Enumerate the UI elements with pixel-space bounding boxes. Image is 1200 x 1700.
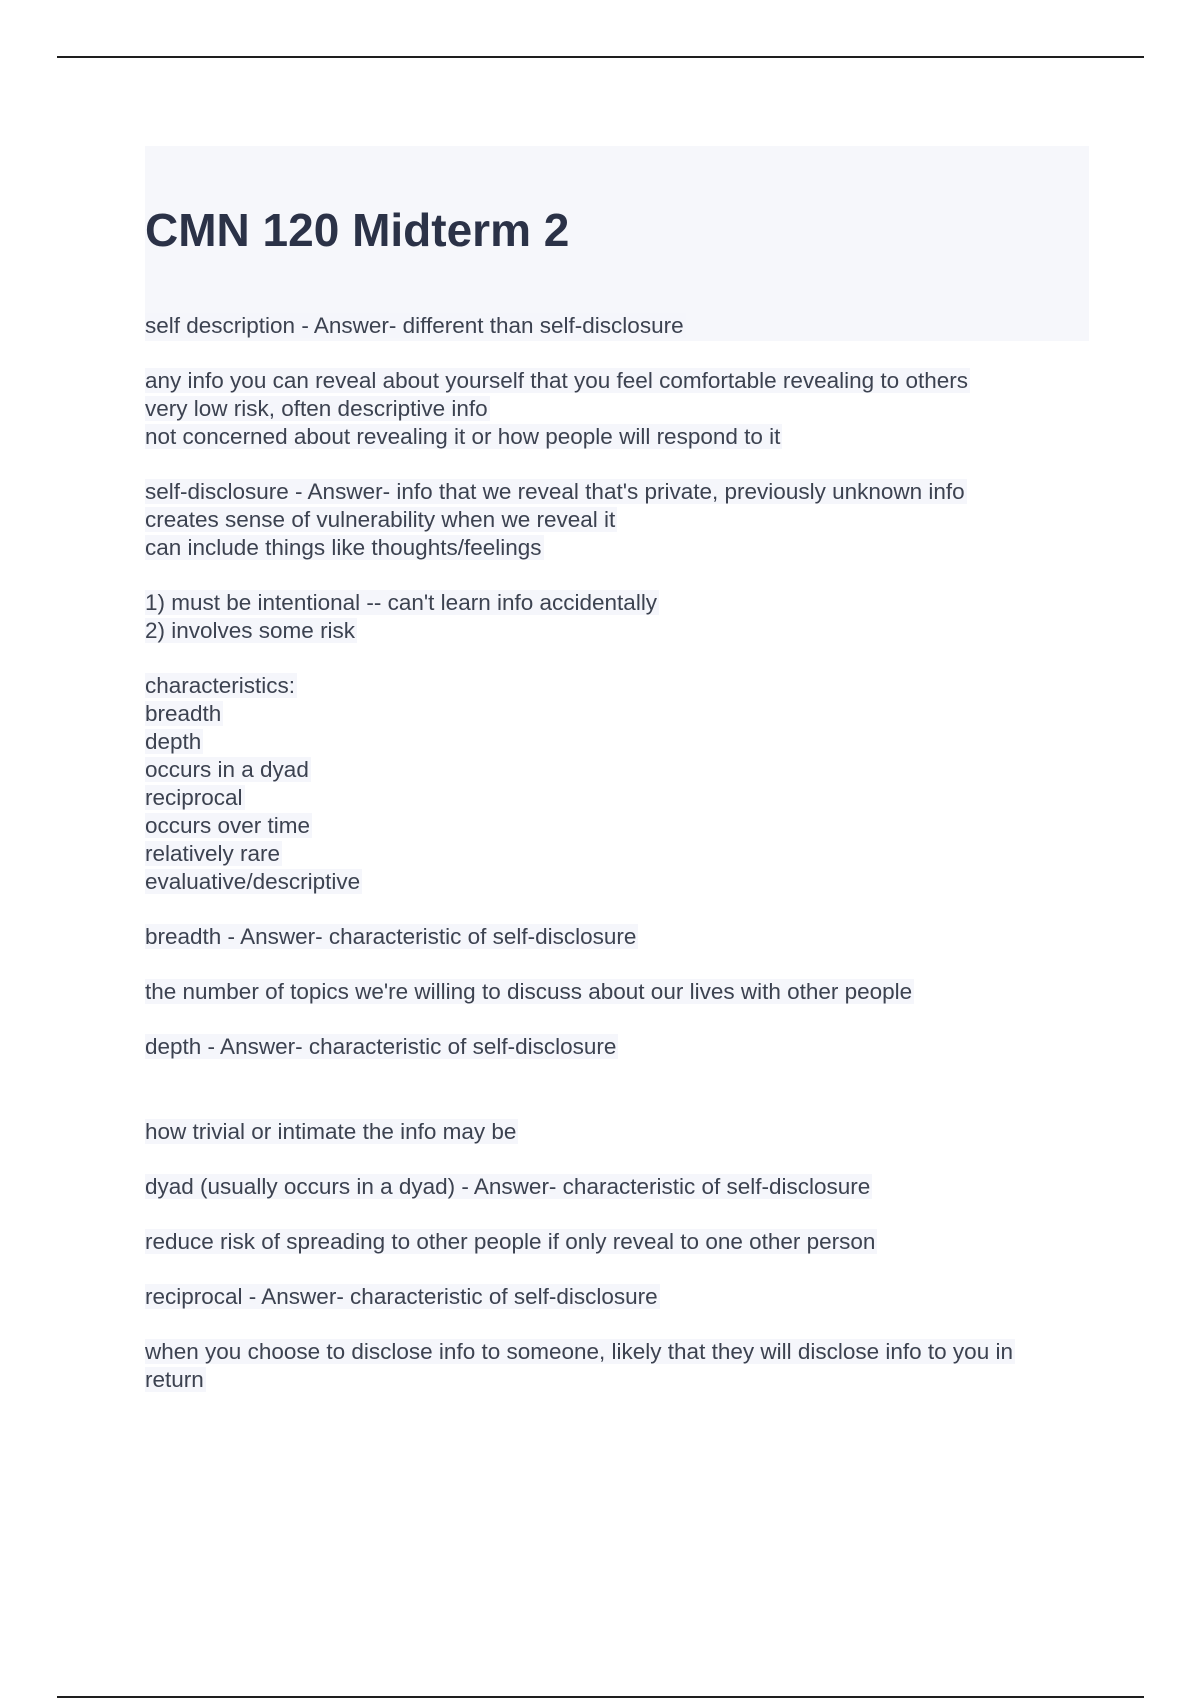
text-line: self description - Answer- different than self-disclosure: [145, 313, 684, 338]
text-line: self-disclosure - Answer- info that we reveal that's private, previously unknown info: [145, 479, 965, 504]
top-rule: [57, 56, 1144, 58]
document-body: [145, 312, 1089, 1394]
text-block: [145, 367, 1089, 451]
text-line: relatively rare: [145, 841, 281, 866]
text-line: dyad (usually occurs in a dyad) - Answer- characteristic of self-disclosure: [145, 1174, 871, 1199]
text-line: reduce risk of spreading to other people if only reveal to one other person: [145, 1229, 876, 1254]
text-line: return: [145, 1367, 204, 1392]
text-line: breadth: [145, 701, 222, 726]
text-line: can include things like thoughts/feelings: [145, 535, 542, 560]
text-block: [145, 478, 1089, 562]
text-block: [145, 1228, 1089, 1256]
text-line: reciprocal - Answer- characteristic of self-disclosure: [145, 1284, 658, 1309]
page-title: CMN 120 Midterm 2: [145, 204, 570, 256]
text-line: 1) must be intentional -- can't learn info accidentally: [145, 590, 658, 615]
text-line: very low risk, often descriptive info: [145, 396, 488, 421]
text-block: [145, 672, 1089, 896]
text-line: characteristics:: [145, 673, 296, 698]
text-line: the number of topics we're willing to discuss about our lives with other people: [145, 979, 913, 1004]
bottom-rule: [57, 1696, 1144, 1698]
text-block: [145, 1118, 1089, 1146]
text-line: occurs over time: [145, 813, 311, 838]
text-line: any info you can reveal about yourself that you feel comfortable revealing to others: [145, 368, 968, 393]
text-line: evaluative/descriptive: [145, 869, 361, 894]
text-line: 2) involves some risk: [145, 618, 356, 643]
text-line: occurs in a dyad: [145, 757, 309, 782]
text-line: when you choose to disclose info to someone, likely that they will disclose info to you in: [145, 1339, 1013, 1364]
text-line: breadth - Answer- characteristic of self-disclosure: [145, 924, 637, 949]
text-block: [145, 1173, 1089, 1201]
text-block: [145, 589, 1089, 645]
text-block: [145, 312, 1089, 340]
text-line: reciprocal: [145, 785, 243, 810]
text-line: depth: [145, 729, 202, 754]
text-line: not concerned about revealing it or how people will respond to it: [145, 424, 781, 449]
text-block: [145, 1033, 1089, 1061]
text-line: depth - Answer- characteristic of self-disclosure: [145, 1034, 617, 1059]
text-block: [145, 1283, 1089, 1311]
text-line: creates sense of vulnerability when we reveal it: [145, 507, 616, 532]
text-block: [145, 978, 1089, 1006]
text-block: [145, 923, 1089, 951]
text-block: [145, 1338, 1089, 1394]
text-line: how trivial or intimate the info may be: [145, 1119, 517, 1144]
